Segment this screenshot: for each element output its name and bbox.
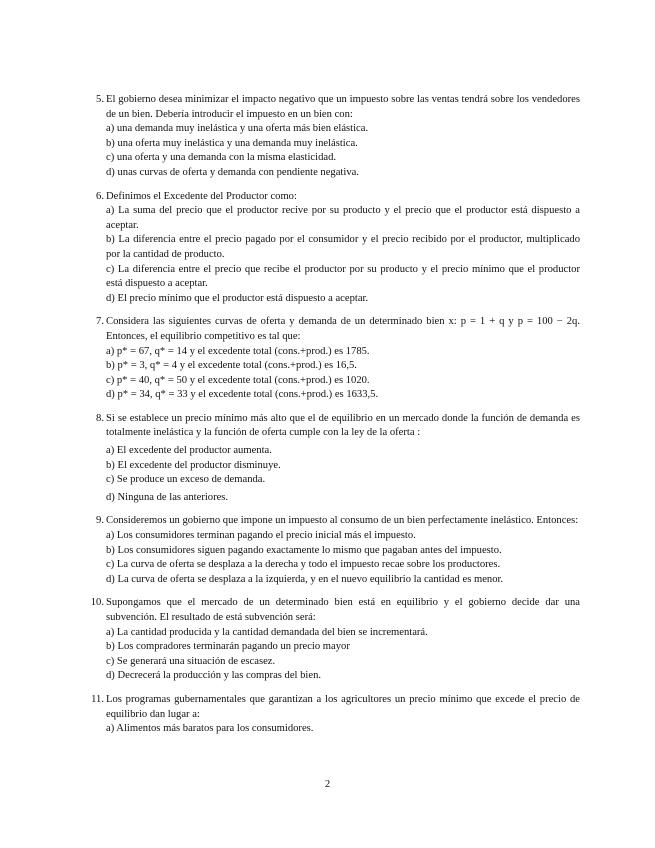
- option-a: a) El excedente del productor aumenta.: [106, 445, 272, 457]
- option-c: c) una oferta y una demanda con la misma elasticidad.: [106, 152, 337, 164]
- question-stem: El gobierno desea minimizar el impacto negativo que un impuesto sobre las ventas tendrá sobre los vendedores de un bien. Debería introducir el impuesto en un bien con:: [106, 94, 580, 120]
- question-stem: Considera las siguientes curvas de oferta y demanda de un determinado bien x: p = 1 + q y p = 100 − 2q. Entonces, el equilibrio competitivo es tal que:: [106, 316, 580, 342]
- option-d: d) La curva de oferta se desplaza a la izquierda, y en el nuevo equilibrio la cantidad es menor.: [106, 573, 504, 585]
- option-b: b) p* = 3, q* = 4 y el excedente total (cons.+prod.) es 16,5.: [106, 360, 357, 372]
- option-a: a) p* = 67, q* = 14 y el excedente total (cons.+prod.) es 1785.: [106, 345, 370, 357]
- question-number: 10.: [90, 597, 104, 609]
- option-a: a) Los consumidores terminan pagando el precio inicial más el impuesto.: [106, 530, 416, 542]
- option-b: b) La diferencia entre el precio pagado por el consumidor y el precio recibido por el productor, multiplicado por la cantidad de producto.: [106, 234, 580, 260]
- option-a: a) una demanda muy inelástica y una oferta más bien elástica.: [106, 123, 369, 135]
- option-d: d) Ninguna de las anteriores.: [106, 491, 229, 503]
- question-number: 11.: [91, 693, 104, 705]
- question-10: [88, 596, 580, 684]
- option-c: c) p* = 40, q* = 50 y el excedente total (cons.+prod.) es 1020.: [106, 374, 370, 386]
- option-d: d) p* = 34, q* = 33 y el excedente total (cons.+prod.) es 1633,5.: [106, 389, 379, 401]
- option-b: b) una oferta muy inelástica y una demanda muy inelástica.: [106, 137, 358, 149]
- option-a: a) La cantidad producida y la cantidad demandada del bien se incrementará.: [106, 626, 428, 638]
- question-number: 6.: [96, 190, 104, 202]
- option-d: d) Decrecerá la producción y las compras del bien.: [106, 670, 322, 682]
- option-d: d) unas curvas de oferta y demanda con pendiente negativa.: [106, 166, 359, 178]
- question-9: [88, 514, 580, 587]
- question-stem: Los programas gubernamentales que garantizan a los agricultores un precio mínimo que excede el precio de equilibrio dan lugar a:: [106, 693, 580, 720]
- question-number: 7.: [96, 316, 104, 328]
- question-6: [88, 190, 580, 307]
- question-8: [88, 412, 580, 506]
- question-number: 9.: [96, 515, 104, 527]
- option-a: a) La suma del precio que el productor recive por su producto y el precio que el productor está dispuesto a aceptar.: [106, 205, 580, 231]
- option-d: d) El precio mínimo que el productor está dispuesto a aceptar.: [106, 292, 369, 304]
- option-b: b) Los compradores terminarán pagando un precio mayor: [106, 641, 350, 653]
- question-number: 5.: [96, 94, 104, 105]
- page-number: 2: [324, 779, 331, 790]
- question-stem: Supongamos que el mercado de un determinado bien está en equilibrio y el gobierno decide dar una subvención. El resultado de está subvención será:: [106, 597, 580, 623]
- option-c: c) La diferencia entre el precio que recibe el productor por su producto y el precio mínimo que el productor está dispuesto a aceptar.: [106, 263, 580, 290]
- option-b: b) Los consumidores siguen pagando exactamente lo mismo que pagaban antes del impuesto.: [106, 544, 502, 556]
- question-number: 8.: [96, 412, 104, 424]
- question-11: [88, 693, 580, 737]
- question-stem: Consideremos un gobierno que impone un impuesto al consumo de un bien perfectamente inelástico. Entonces:: [106, 515, 579, 527]
- question-stem: Definimos el Excedente del Productor como:: [106, 190, 297, 202]
- option-b: b) El excedente del productor disminuye.: [106, 459, 281, 471]
- option-c: c) Se produce un exceso de demanda.: [106, 474, 266, 486]
- option-c: c) Se generará una situación de escasez.: [106, 655, 276, 667]
- question-stem: Si se establece un precio mínimo más alto que el de equilibrio en un mercado donde la función de demanda es totalmente inelástica y la función de oferta cumple con la ley de la oferta :: [106, 412, 580, 439]
- question-7: [88, 315, 580, 403]
- option-c: c) La curva de oferta se desplaza a la derecha y todo el impuesto recae sobre los productores.: [106, 559, 501, 571]
- question-list: [88, 93, 580, 746]
- question-5: [88, 93, 580, 181]
- option-a: a) Alimentos más baratos para los consumidores.: [106, 723, 314, 735]
